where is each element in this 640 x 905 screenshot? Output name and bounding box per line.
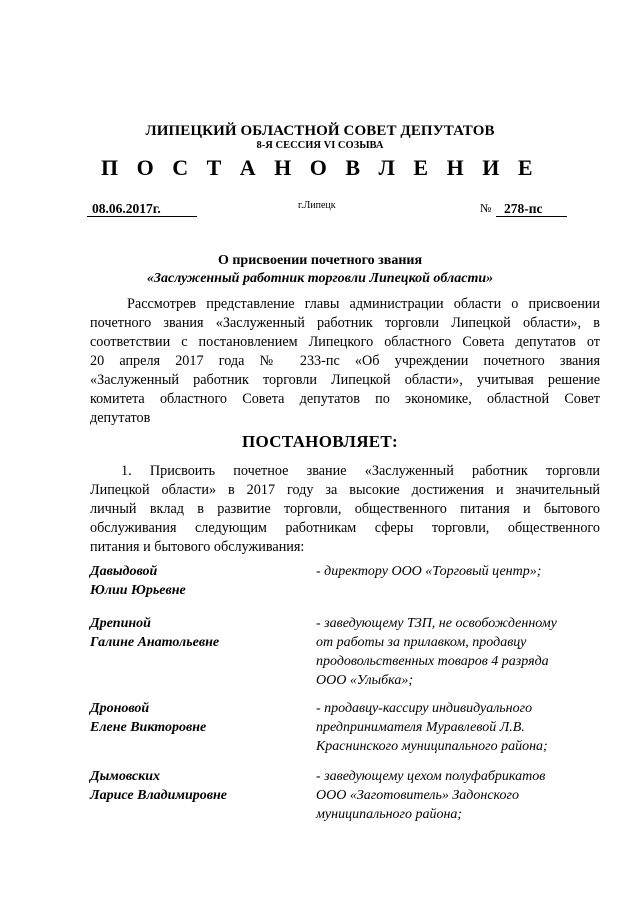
preamble-paragraph: [90, 295, 600, 428]
recipient-position: [316, 767, 606, 824]
recipient-surname: Дроновой: [90, 701, 150, 716]
subject-line-2: «Заслуженный работник торговли Липецкой области»: [146, 271, 494, 286]
recipient-given-name: Ларисе Владимировне: [90, 788, 228, 803]
position-line: ООО «Улыбка»;: [316, 673, 414, 688]
recipient-name: [90, 699, 300, 737]
subject-line-1: О присвоении почетного звания: [217, 253, 423, 268]
item-1-line: обслуживания следующим работникам сферы торговли, общественного: [90, 520, 600, 536]
preamble-line: депутатов: [90, 410, 151, 426]
recipient-given-name: Юлии Юрьевне: [90, 583, 186, 598]
recipient-position: [316, 699, 606, 756]
recipient-name: [90, 614, 300, 652]
recipient-surname: Давыдовой: [90, 564, 158, 579]
recipient-position: [316, 614, 606, 690]
document-number: 278-пс: [496, 201, 567, 217]
position-line: муниципального района;: [316, 807, 463, 822]
position-line: предпринимателя Муравлевой Л.В.: [316, 720, 525, 735]
item-1-line: личный вклад в развитие торговли, общественного питания и бытового: [90, 501, 600, 517]
item-1-line: Липецкой области» в 2017 году за высокие достижения и значительный: [90, 482, 600, 498]
organization-title: ЛИПЕЦКИЙ ОБЛАСТНОЙ СОВЕТ ДЕПУТАТОВ: [145, 123, 495, 139]
recipient-surname: Дрепиной: [90, 616, 151, 631]
recipient-surname: Дымовских: [90, 769, 161, 784]
position-line: - заведующему ТЗП, не освобожденному: [316, 616, 557, 631]
position-line: от работы за прилавком, продавцу: [316, 635, 527, 650]
position-line: - заведующему цехом полуфабрикатов: [316, 769, 546, 784]
document-city: г.Липецк: [298, 200, 336, 211]
preamble-line: соответствии с постановлением Липецкого областного Совета депутатов от: [90, 334, 600, 350]
number-sign: №: [480, 201, 492, 215]
recipient-position: [316, 562, 606, 581]
preamble-line: комитета областного Совета депутатов по экономике, областной Совет: [90, 391, 600, 407]
item-1-line: питания и бытового обслуживания:: [90, 539, 305, 555]
item-1-paragraph: [90, 462, 600, 557]
position-line: - продавцу-кассиру индивидуального: [316, 701, 533, 716]
document-subject: [0, 252, 640, 288]
preamble-line: 20 апреля 2017 года № 233-пс «Об учреждении почетного звания: [90, 353, 600, 369]
recipient-name: [90, 562, 300, 600]
preamble-line: почетного звания «Заслуженный работник торговли Липецкой области», в: [90, 315, 600, 331]
item-1-line: 1. Присвоить почетное звание «Заслуженный работник торговли: [121, 463, 600, 479]
recipient-given-name: Галине Анатольевне: [90, 635, 220, 650]
session-line: 8-Я СЕССИЯ VI СОЗЫВА: [256, 140, 384, 151]
position-line: продовольственных товаров 4 разряда: [316, 654, 549, 669]
preamble-line: «Заслуженный работник торговли Липецкой области», учитывая решение: [90, 372, 600, 388]
resolves-heading: ПОСТАНОВЛЯЕТ:: [241, 432, 399, 451]
recipient-name: [90, 767, 300, 805]
document-date: 08.06.2017г.: [87, 201, 197, 217]
position-line: Краснинского муниципального района;: [316, 739, 548, 754]
document-type-title: П О С Т А Н О В Л Е Н И Е: [100, 155, 540, 180]
position-line: - директору ООО «Торговый центр»;: [316, 564, 542, 579]
recipient-given-name: Елене Викторовне: [90, 720, 207, 735]
preamble-line: Рассмотрев представление главы администрации области о присвоении: [127, 296, 600, 312]
position-line: ООО «Заготовитель» Задонского: [316, 788, 520, 803]
